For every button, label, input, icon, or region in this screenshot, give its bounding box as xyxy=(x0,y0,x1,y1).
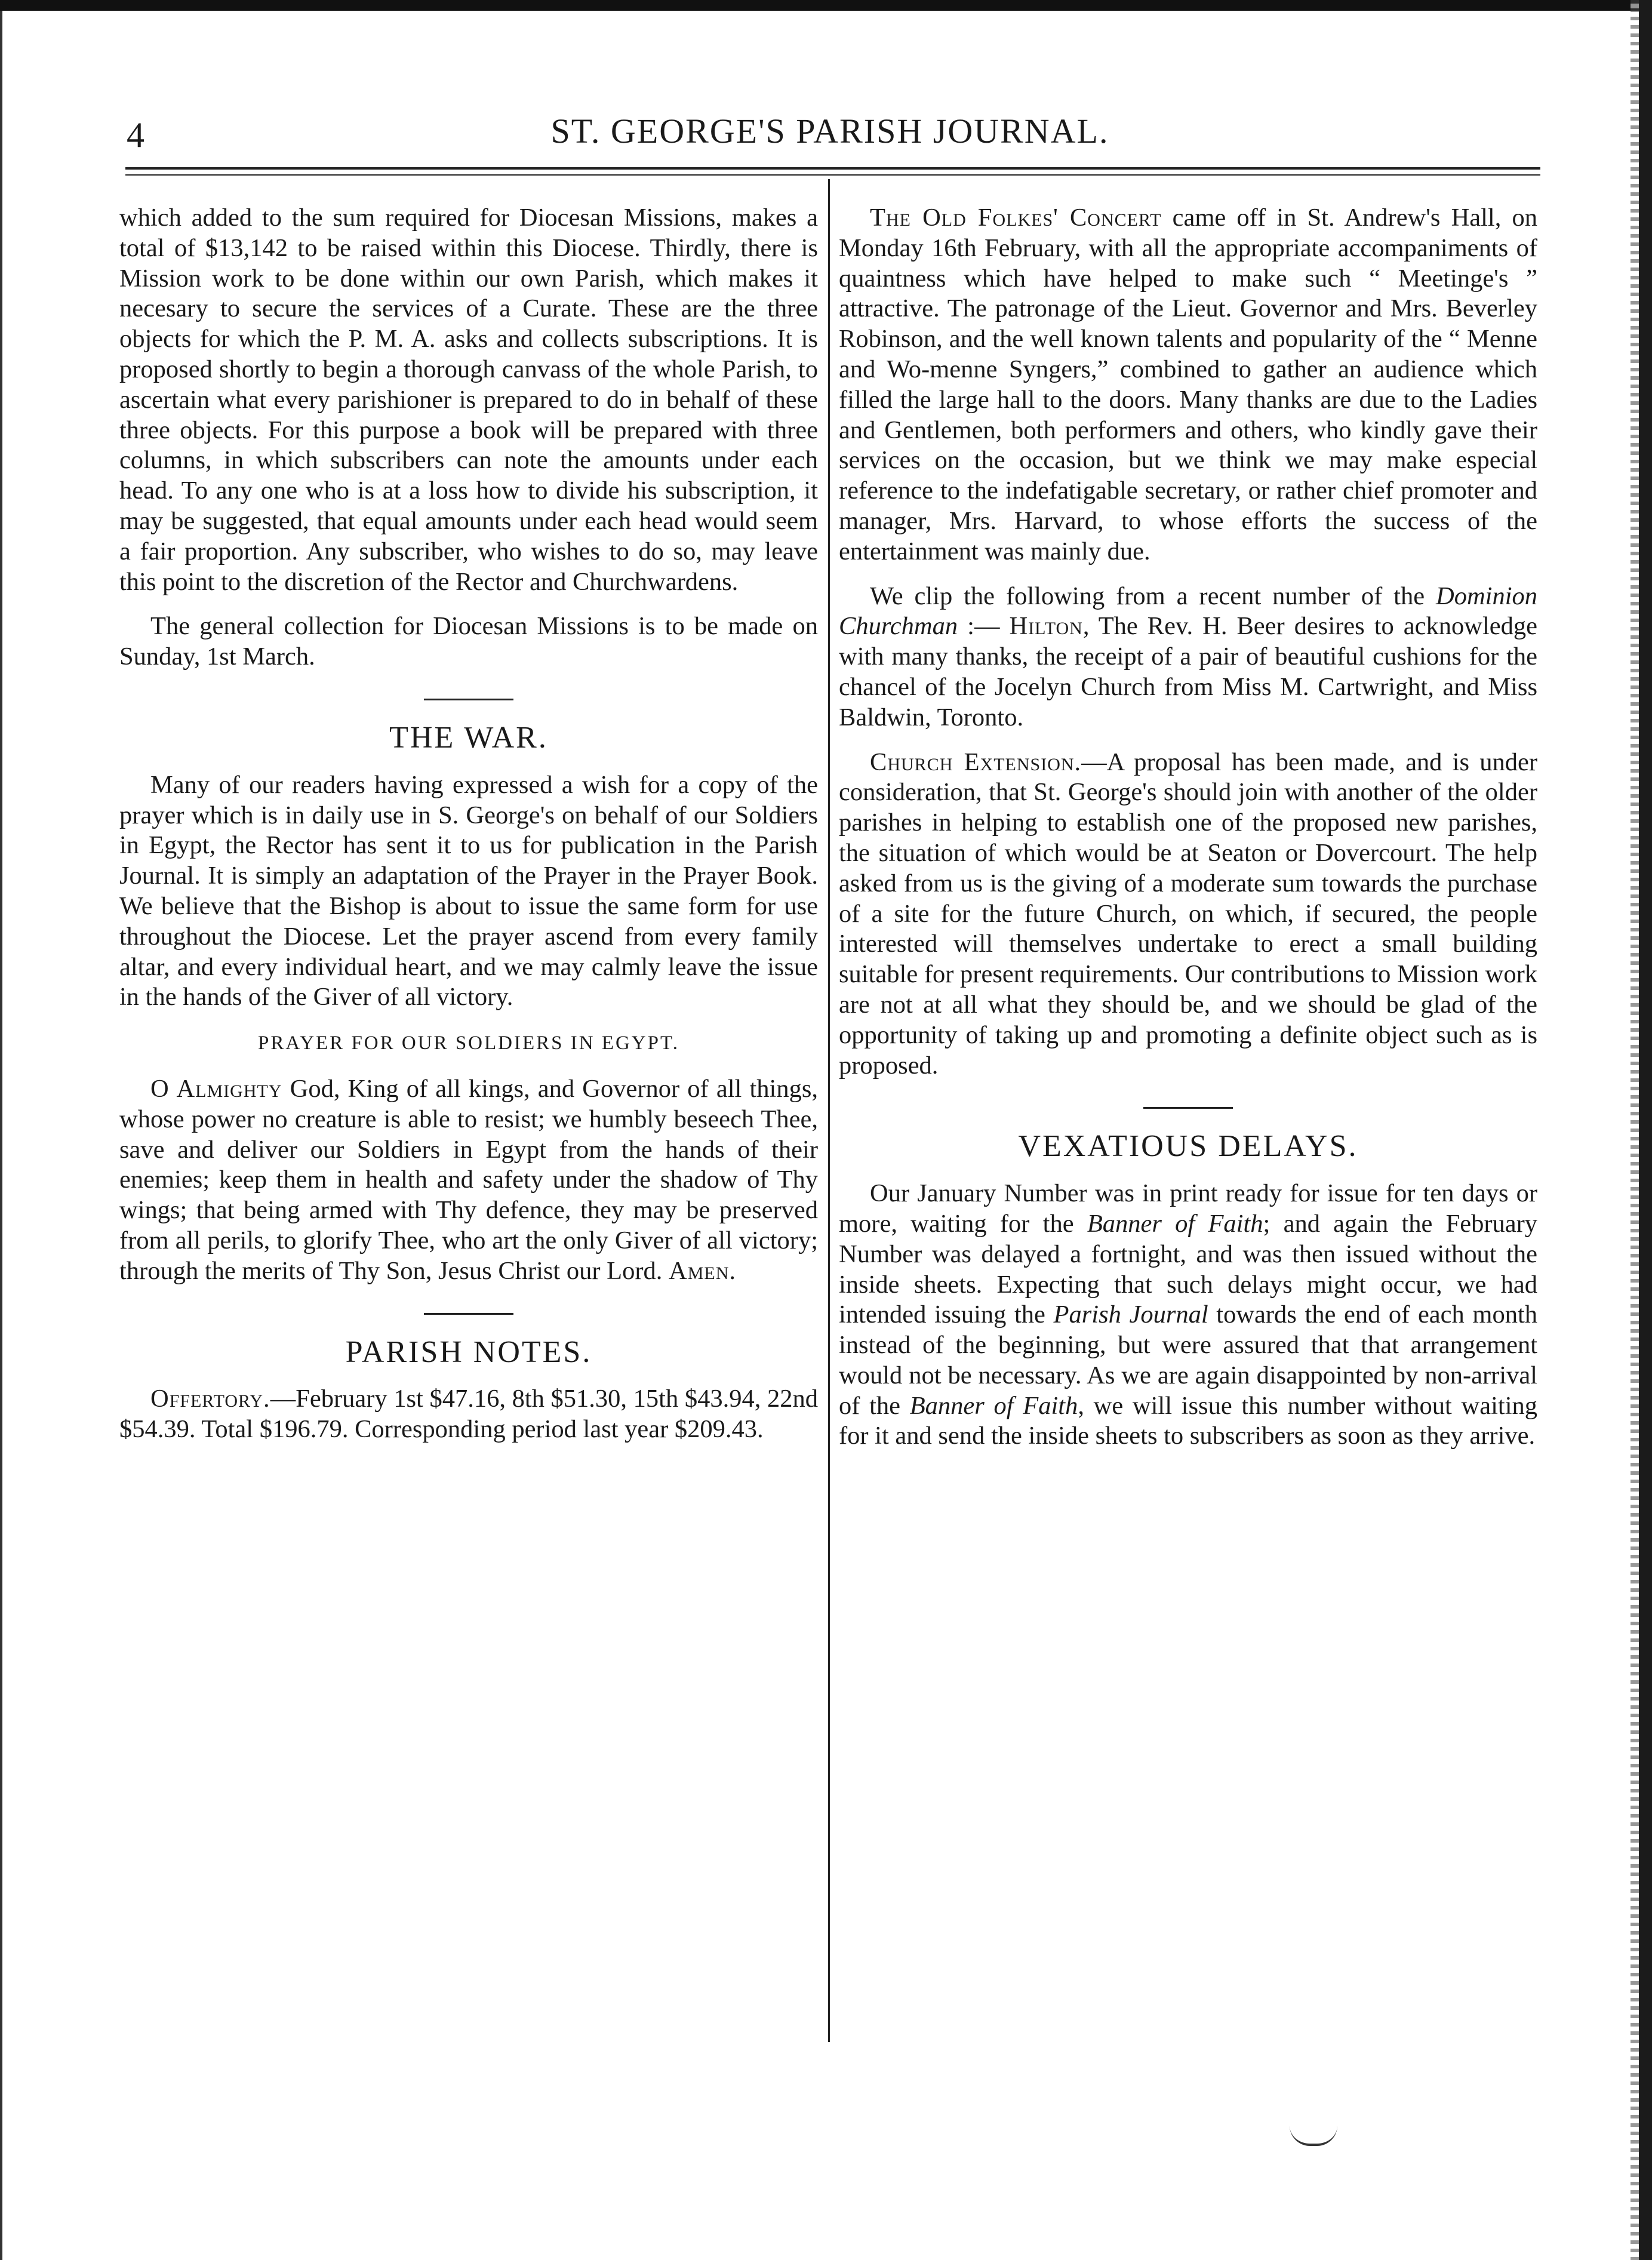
clip-after: , The Rev. H. Beer desires to acknowledge with many thanks, the receipt of a pair of beautiful cushions for the chancel of the Jocelyn Church from Miss M. Cartwright, and Miss Baldwin, Toronto. xyxy=(839,612,1537,731)
delays-text-4: , we will issue this number without waiting for it and send the inside sheets to subscribers as soon as they arrive. xyxy=(839,1391,1538,1450)
delays-text-1: Our January Number was in print ready for issue for ten days or more, waiting for the xyxy=(839,1179,1537,1238)
page-number: 4 xyxy=(127,115,144,155)
offertory-lead: Offertory. xyxy=(150,1385,270,1413)
clip-paragraph xyxy=(839,582,1537,733)
delays-text-3: towards the end of each month instead of the beginning, but were assured that that arrangement would not be necessary. As we are again disappointed by non-arrival of the xyxy=(839,1300,1537,1420)
concert-body: came off in St. Andrew's Hall, on Monday 16th February, with all the appropriate accompaniments of quaintness which have helped to make such “ Meetinge's ” attractive. The patronage of the Lieut. Governor and Mrs. Beverley Robinson, and the well known talents and popularity of the “ Menne and Wo-menne Syngers,” combined to gather an audience which filled the large hall to the doors. Many thanks are due to the Ladies and Gentlemen, both performers and others, who kindly gave their services on the occasion, but we think we may make especial reference to the indefatigable secretary, or rather chief promoter and manager, Mrs. Harvard, to whose efforts the success of the entertainment was mainly due. xyxy=(839,204,1537,565)
offertory-body: —February 1st $47.16, 8th $51.30, 15th $43.94, 22nd $54.39. Total $196.79. Corresponding period last year $209.43. xyxy=(119,1385,818,1444)
prayer-amen: Amen. xyxy=(669,1256,736,1285)
printer-mark xyxy=(1290,2126,1337,2146)
prayer-body: God, King of all kings, and Governor of all things, whose power no creature is able to resist; we humbly beseech Thee, save and deliver our Soldiers in Egypt from the hands of their enemies; keep them in health and safety under the shadow of Thy wings; that being armed with Thy defence, they may be preserved from all perils, to glorify Thee, who art the only Giver of all victory; through the merits of Thy Son, Jesus Christ our Lord. xyxy=(119,1074,818,1285)
clip-place: Hilton xyxy=(1009,612,1083,641)
concert-paragraph xyxy=(839,203,1537,567)
prayer-paragraph xyxy=(119,1074,818,1287)
header-rule xyxy=(125,167,1540,170)
scan-edge-right xyxy=(1639,0,1652,2260)
offertory-paragraph xyxy=(119,1384,818,1445)
section-rule xyxy=(1143,1107,1233,1109)
war-heading: THE WAR. xyxy=(389,720,548,755)
scan-edge-top xyxy=(0,0,1652,11)
extension-paragraph xyxy=(839,748,1537,1081)
collection-paragraph: The general collection for Diocesan Missions is to be made on Sunday, 1st March. xyxy=(119,612,818,671)
page-header xyxy=(119,111,1540,165)
header-rule-thin xyxy=(125,174,1540,176)
delays-banner-2: Banner of Faith xyxy=(909,1391,1078,1420)
journal-title: ST. GEORGE'S PARISH JOURNAL. xyxy=(550,112,1109,150)
prayer-lead: O Almighty xyxy=(150,1074,282,1103)
right-column xyxy=(839,203,1537,1466)
column-divider xyxy=(828,179,830,2042)
parish-notes-heading: PARISH NOTES. xyxy=(345,1335,592,1369)
delays-heading: VEXATIOUS DELAYS. xyxy=(1018,1129,1358,1164)
extension-body: —A proposal has been made, and is under consideration, that St. George's should join with another of the older parishes in helping to establish one of the proposed new parishes, the situation of which would be at Seaton or Dovercourt. The help asked from us is the giving of a moderate sum towards the purchase of a site for the future Church, on which, if secured, the people interested will themselves undertake to erect a small building suitable for present requirements. Our contributions to Mission work are not at all what they should be, and we should be glad of the opportunity of taking up and promoting a definite object such as is proposed. xyxy=(839,748,1537,1080)
extension-lead: Church Extension. xyxy=(870,748,1082,776)
concert-lead: The Old Folkes' Concert xyxy=(870,204,1162,232)
delays-text-2: ; and again the February Number was delayed a fortnight, and was then issued without the inside sheets. Expecting that such delays might occur, we had intended issuing the xyxy=(839,1209,1538,1329)
delays-banner-1: Banner of Faith xyxy=(1087,1209,1263,1238)
scan-edge-left xyxy=(0,11,2,2260)
clip-before: We clip the following from a recent number of the xyxy=(870,582,1436,610)
clip-mid: :— xyxy=(958,612,1010,641)
delays-journal: Parish Journal xyxy=(1053,1300,1208,1329)
left-column xyxy=(119,203,818,1459)
war-paragraph: Many of our readers having expressed a wish for a copy of the prayer which is in daily use in S. George's on behalf of our Soldiers in Egypt, the Rector has sent it to us for publication in the Parish Journal. It is simply an adaptation of the Prayer in the Prayer Book. We believe that the Bishop is about to issue the same form for use throughout the Diocese. Let the prayer ascend from every family altar, and every individual heart, and we may calmly leave the issue in the hands of the Giver of all victory. xyxy=(119,770,818,1011)
missions-paragraph: which added to the sum required for Diocesan Missions, makes a total of $13,142 to be raised within this Diocese. Thirdly, there is Mission work to be done within our own Parish, which makes it necesary to secure the services of a Curate. These are the three objects for which the P. M. A. asks and collects subscriptions. It is proposed shortly to begin a thorough canvass of the whole Parish, to ascertain what every parishioner is prepared to do in behalf of these three objects. For this purpose a book will be prepared with three columns, in which subscribers can note the amounts under each head. To any one who is at a loss how to divide his subscription, it may be suggested, that equal amounts under each head would seem a fair proportion. Any subscriber, who wishes to do so, may leave this point to the discretion of the Rector and Churchwardens. xyxy=(119,204,818,596)
prayer-heading: PRAYER FOR OUR SOLDIERS IN EGYPT. xyxy=(258,1032,679,1054)
section-rule xyxy=(424,1313,513,1315)
clip-source: Dominion Churchman xyxy=(839,582,1537,641)
section-rule xyxy=(424,699,513,700)
delays-paragraph xyxy=(839,1179,1537,1452)
scan-edge-binding xyxy=(1631,0,1639,2260)
